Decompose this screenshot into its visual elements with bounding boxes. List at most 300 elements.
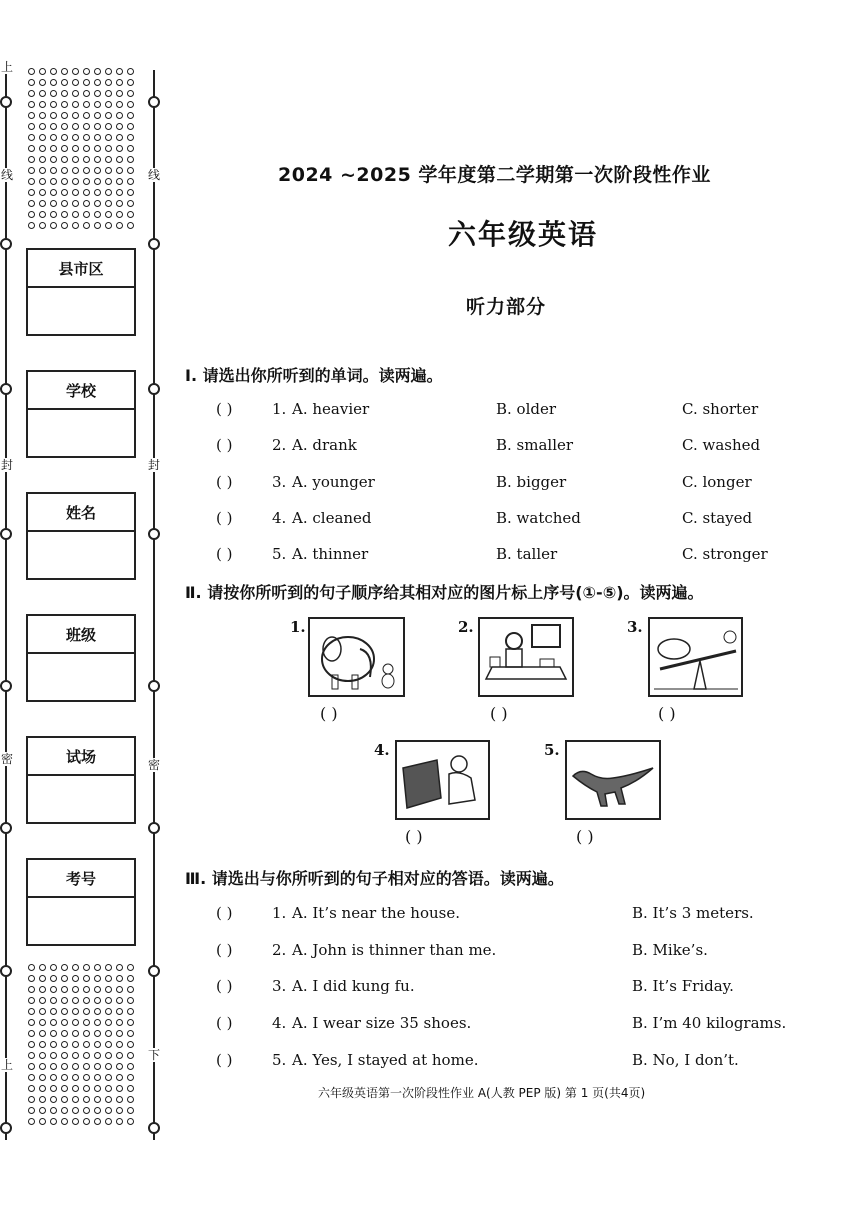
dot [72,997,79,1004]
dot [83,1041,90,1048]
dot [105,134,112,141]
dot [61,1063,68,1070]
picture-number: 2. [458,618,474,636]
dot [116,222,123,229]
dot [105,1096,112,1103]
dot [94,101,101,108]
dot [28,1085,35,1092]
dot [39,222,46,229]
ring-icon [148,528,160,540]
dot [72,211,79,218]
dot [61,156,68,163]
dot [105,1019,112,1026]
dot [39,964,46,971]
dot [50,997,57,1004]
ring-icon [148,383,160,395]
list-item: ( ) 3. A. I did kung fu. B. It’s Friday. [216,977,734,995]
ring-icon [148,238,160,250]
dot [116,211,123,218]
dot [72,975,79,982]
dot [39,90,46,97]
left-mark: 线 [1,168,14,182]
dot [127,1041,134,1048]
dot [116,975,123,982]
dot [94,134,101,141]
dot [50,986,57,993]
dot [72,101,79,108]
dot [127,1052,134,1059]
list-item: ( ) 3. A. younger B. bigger C. longer [216,473,752,491]
dot [127,1019,134,1026]
dot [116,1019,123,1026]
dot [39,1008,46,1015]
section1-title: Ⅰ. 请选出你所听到的单词。读两遍。 [185,366,443,385]
county-field[interactable] [26,248,136,336]
dot [83,986,90,993]
dot [94,1107,101,1114]
list-item: ( ) 2. A. drank B. smaller C. washed [216,436,761,454]
dot [127,211,134,218]
subject-title: 六年级英语 [448,218,599,251]
dot [61,975,68,982]
dot [72,1063,79,1070]
dot [127,123,134,130]
dot [116,112,123,119]
dot [28,986,35,993]
dot [61,1008,68,1015]
dot [83,178,90,185]
dot [94,997,101,1004]
dot [39,200,46,207]
dot [116,178,123,185]
dot [39,1096,46,1103]
dot [94,167,101,174]
dot [83,101,90,108]
dot [28,200,35,207]
answer-blank[interactable]: ( ) [490,704,508,723]
dot [127,1085,134,1092]
dot [105,178,112,185]
dot [127,1107,134,1114]
dot [105,211,112,218]
dot [94,1074,101,1081]
dot [28,156,35,163]
dot [105,986,112,993]
dot [50,90,57,97]
answer-blank[interactable]: ( ) [216,509,233,527]
list-item: ( ) 5. A. thinner B. taller C. stronger [216,545,768,563]
dot [39,997,46,1004]
dot [28,997,35,1004]
dot [83,975,90,982]
dot [94,178,101,185]
class-label: 班级 [28,616,134,654]
name-label: 姓名 [28,494,134,532]
dot [127,1008,134,1015]
dot [50,1008,57,1015]
dot [94,189,101,196]
dot [116,997,123,1004]
dot [72,1107,79,1114]
dot [28,1118,35,1125]
dot [94,68,101,75]
left-cut-line [5,70,7,1140]
ring-icon [148,822,160,834]
dot [83,167,90,174]
dot [116,68,123,75]
dot [116,1118,123,1125]
dot [127,167,134,174]
dot [94,211,101,218]
dot [83,189,90,196]
dot [39,986,46,993]
dot [83,1063,90,1070]
dot [105,997,112,1004]
dot [105,112,112,119]
dot [83,1118,90,1125]
dot [94,222,101,229]
top-dot-grid [26,66,136,231]
dot [61,1074,68,1081]
dot [61,997,68,1004]
dot [94,986,101,993]
dot [116,200,123,207]
dot [127,156,134,163]
dot [127,222,134,229]
dot [116,986,123,993]
answer-blank[interactable]: ( ) [216,473,233,491]
dot [83,1019,90,1026]
ring-icon [0,822,12,834]
school-label: 学校 [28,372,134,410]
section2-title: Ⅱ. 请按你所听到的句子顺序给其相对应的图片标上序号(①-⑤)。读两遍。 [185,583,704,602]
dot [61,189,68,196]
dot [94,156,101,163]
dot [83,134,90,141]
dot [127,1074,134,1081]
answer-blank[interactable]: ( ) [216,436,233,454]
dot [105,123,112,130]
dot [28,79,35,86]
dot [50,1052,57,1059]
exam-room-label: 试场 [28,738,134,776]
dot [61,1107,68,1114]
ring-icon [0,238,12,250]
list-item: ( ) 4. A. cleaned B. watched C. stayed [216,509,753,527]
dot [94,1118,101,1125]
dot [28,1041,35,1048]
dot [72,123,79,130]
dot [116,1085,123,1092]
dot [116,1041,123,1048]
dot [116,964,123,971]
list-item: ( ) 2. A. John is thinner than me. B. Mike’s. [216,941,708,959]
dot [61,986,68,993]
binding-strip [0,60,160,1150]
dot [50,975,57,982]
dot [39,189,46,196]
dot [28,222,35,229]
dot [28,1107,35,1114]
dot [127,1118,134,1125]
dot [116,1063,123,1070]
dot [83,1052,90,1059]
exam-number-field[interactable] [26,858,136,946]
left-mark: 上 [1,60,14,74]
dot [61,145,68,152]
answer-blank[interactable]: ( ) [216,1051,233,1069]
dot [127,134,134,141]
answer-blank[interactable]: ( ) [576,827,594,846]
dot [28,1052,35,1059]
dot [28,1096,35,1103]
dot [39,167,46,174]
dot [50,1107,57,1114]
school-field[interactable] [26,370,136,458]
ring-icon [148,96,160,108]
dot [94,975,101,982]
dot [61,123,68,130]
dot [116,167,123,174]
dot [72,1085,79,1092]
dot [127,997,134,1004]
dot [28,167,35,174]
dot [72,156,79,163]
dot [28,1074,35,1081]
dot [50,112,57,119]
dot [72,1096,79,1103]
dot [105,167,112,174]
answer-blank[interactable]: ( ) [216,400,233,418]
dot [61,79,68,86]
dot [105,200,112,207]
answer-blank[interactable]: ( ) [216,941,233,959]
dot [105,964,112,971]
dot [94,1096,101,1103]
dot [116,1107,123,1114]
dot [39,1063,46,1070]
dot [39,112,46,119]
dot [50,145,57,152]
dot [127,975,134,982]
elephant-mouse-icon [308,617,405,697]
dot [83,68,90,75]
dot [105,156,112,163]
dot [50,964,57,971]
class-field[interactable] [26,614,136,702]
answer-blank[interactable]: ( ) [216,545,233,563]
dot [72,167,79,174]
dot [83,997,90,1004]
dot [72,1030,79,1037]
dot [127,178,134,185]
dot [72,79,79,86]
dot [105,68,112,75]
right-mark: 封 [148,458,161,472]
dot [28,189,35,196]
dot [127,112,134,119]
dot [105,1030,112,1037]
dot [50,200,57,207]
dot [72,189,79,196]
dot [28,1030,35,1037]
dot [83,79,90,86]
dot [72,178,79,185]
dot [105,975,112,982]
dot [83,1085,90,1092]
dot [72,1118,79,1125]
dot [94,964,101,971]
dot [61,1041,68,1048]
dot [72,90,79,97]
dot [61,1096,68,1103]
right-cut-line [153,70,155,1140]
right-mark: 下 [148,1048,161,1062]
dot [61,1085,68,1092]
ring-icon [0,383,12,395]
dot [94,1041,101,1048]
dot [127,1063,134,1070]
dot [94,200,101,207]
dot [50,211,57,218]
answer-blank[interactable]: ( ) [658,704,676,723]
ring-icon [148,1122,160,1134]
dot [127,101,134,108]
dot [39,1107,46,1114]
dot [28,112,35,119]
answer-blank[interactable]: ( ) [320,704,338,723]
list-item: ( ) 1. A. It’s near the house. B. It’s 3 meters. [216,904,754,922]
dinosaur-icon [565,740,661,820]
boy-at-desk-icon [478,617,574,697]
dot [83,156,90,163]
dot [72,1008,79,1015]
ring-icon [0,1122,12,1134]
ring-icon [148,965,160,977]
dot [127,145,134,152]
dot [105,1063,112,1070]
dot [39,1118,46,1125]
dot [39,134,46,141]
exam-room-field[interactable] [26,736,136,824]
dot [116,123,123,130]
dot [61,1118,68,1125]
dot [116,134,123,141]
dot [39,145,46,152]
answer-blank[interactable]: ( ) [216,904,233,922]
dot [28,101,35,108]
dot [61,200,68,207]
dot [105,1041,112,1048]
dot [94,1008,101,1015]
dot [127,189,134,196]
dot [50,123,57,130]
right-mark: 密 [148,758,161,772]
dot [94,1085,101,1092]
dot [50,134,57,141]
dot [116,156,123,163]
dot [94,1063,101,1070]
dot [61,211,68,218]
dot [72,1074,79,1081]
dot [50,1074,57,1081]
dot [39,1052,46,1059]
name-field[interactable] [26,492,136,580]
left-mark: 封 [1,458,14,472]
dot [83,145,90,152]
dot [94,79,101,86]
dot [94,123,101,130]
dot [50,68,57,75]
dot [72,964,79,971]
dot [28,1063,35,1070]
dot [39,123,46,130]
dot [61,134,68,141]
dot [105,90,112,97]
dot [39,975,46,982]
dot [127,68,134,75]
dot [50,79,57,86]
dot [105,145,112,152]
dot [127,90,134,97]
dot [61,1052,68,1059]
picture-number: 5. [544,741,560,759]
dot [39,1041,46,1048]
dot [50,1041,57,1048]
dot [50,156,57,163]
dot [28,211,35,218]
dot [94,1052,101,1059]
dot [61,222,68,229]
dot [94,1030,101,1037]
ring-icon [148,680,160,692]
dot [72,1041,79,1048]
dot [72,200,79,207]
dot [72,986,79,993]
dot [83,1074,90,1081]
dot [83,123,90,130]
dot [94,112,101,119]
picture-number: 1. [290,618,306,636]
dot [127,1030,134,1037]
part-title: 听力部分 [466,296,547,318]
left-mark: 密 [1,752,14,766]
dot [105,189,112,196]
dot [39,101,46,108]
dot [61,1030,68,1037]
answer-blank[interactable]: ( ) [405,827,423,846]
dot [72,1019,79,1026]
dot [72,1052,79,1059]
ring-icon [0,680,12,692]
dot [83,222,90,229]
dot [116,79,123,86]
dot [127,986,134,993]
answer-blank[interactable]: ( ) [216,977,233,995]
dot [61,1019,68,1026]
dot [61,112,68,119]
dot [28,178,35,185]
dot [28,975,35,982]
answer-blank[interactable]: ( ) [216,1014,233,1032]
dot [116,90,123,97]
dot [50,101,57,108]
dot [116,145,123,152]
dot [61,964,68,971]
page-footer: 六年级英语第一次阶段性作业 A(人教 PEP 版) 第 1 页(共4页) [318,1086,646,1100]
dot [127,964,134,971]
dot [50,1063,57,1070]
